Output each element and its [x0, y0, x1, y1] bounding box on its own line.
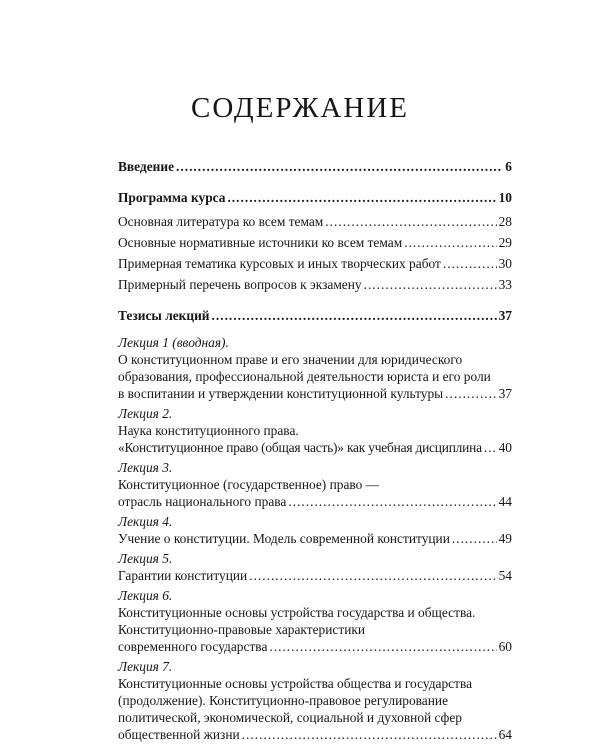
- dot-leader: [325, 213, 496, 230]
- dot-leader: [242, 726, 497, 743]
- lecture-title-line: общественной жизни: [118, 727, 240, 742]
- lecture-label: Лекция 1 (вводная).: [118, 335, 229, 350]
- toc-entry-lecture-3[interactable]: [118, 459, 512, 510]
- toc-page-number: 30: [498, 256, 512, 271]
- lecture-title-line: О конституционном праве и его значении для юридического: [118, 352, 463, 367]
- toc-entry-course-topics[interactable]: [118, 255, 512, 272]
- lecture-label: Лекция 7.: [118, 659, 173, 674]
- toc-entry-label: Программа курса: [118, 190, 226, 205]
- lecture-label: Лекция 5.: [118, 551, 173, 566]
- page-title: СОДЕРЖАНИЕ: [191, 92, 409, 124]
- table-of-contents: [118, 158, 512, 743]
- toc-entry-introduction[interactable]: [118, 158, 512, 175]
- lecture-title-line: в воспитании и утверждении конституционной культуры: [118, 386, 444, 401]
- dot-leader: [404, 234, 496, 251]
- lecture-title-line: политической, экономической, социальной и духовной сфер: [118, 710, 462, 725]
- toc-page-number: 49: [498, 531, 512, 546]
- toc-page-number: 64: [498, 727, 512, 742]
- lecture-title-line: Гарантии конституции: [118, 568, 248, 583]
- dot-leader: [484, 439, 497, 456]
- lecture-label: Лекция 3.: [118, 460, 173, 475]
- lecture-title-line: «Конституционное право (общая часть)» как учебная дисциплина: [118, 440, 482, 455]
- toc-entry-lecture-7[interactable]: [118, 658, 512, 743]
- lecture-title-line: Конституционные основы устройства общества и государства: [118, 676, 473, 691]
- lecture-title-line: современного государства: [118, 639, 268, 654]
- toc-entry-course-program[interactable]: [118, 189, 512, 206]
- toc-entry-main-literature[interactable]: [118, 213, 512, 230]
- toc-entry-lecture-4[interactable]: [118, 513, 512, 547]
- dot-leader: [249, 567, 496, 584]
- toc-page-number: 54: [498, 568, 512, 583]
- toc-entry-normative-sources[interactable]: [118, 234, 512, 251]
- lecture-label: Лекция 4.: [118, 514, 173, 529]
- lecture-label: Лекция 6.: [118, 588, 173, 603]
- dot-leader: [269, 638, 496, 655]
- toc-page-number: 28: [498, 214, 512, 229]
- lecture-title-line: Конституционно-правовые характеристики: [118, 622, 366, 637]
- toc-entry-lecture-theses[interactable]: [118, 307, 512, 324]
- dot-leader: [364, 276, 497, 293]
- dot-leader: [176, 158, 503, 175]
- toc-entry-lecture-1[interactable]: [118, 334, 512, 402]
- toc-page-number: 60: [498, 639, 512, 654]
- toc-entry-label: Основная литература ко всем темам: [118, 214, 324, 229]
- toc-page-number: 37: [498, 308, 512, 323]
- lecture-title-line: (продолжение). Конституционно-правовое регулирование: [118, 693, 449, 708]
- toc-entry-label: Введение: [118, 159, 175, 174]
- toc-page-number: 44: [498, 494, 512, 509]
- lecture-title-line: образования, профессиональной деятельности юриста и его роли: [118, 369, 491, 384]
- toc-entry-label: Примерный перечень вопросов к экзамену: [118, 277, 362, 292]
- lecture-title-line: Наука конституционного права.: [118, 423, 299, 438]
- toc-entry-lecture-2[interactable]: [118, 405, 512, 456]
- dot-leader: [452, 530, 497, 547]
- dot-leader: [288, 493, 496, 510]
- toc-entry-lecture-5[interactable]: [118, 550, 512, 584]
- lecture-title-line: отрасль национального права: [118, 494, 287, 509]
- toc-page-number: 29: [498, 235, 512, 250]
- lecture-title-line: Учение о конституции. Модель современной конституции: [118, 531, 450, 546]
- toc-page-number: 6: [505, 159, 512, 174]
- toc-entry-label: Примерная тематика курсовых и иных творческих работ: [118, 256, 441, 271]
- lecture-label: Лекция 2.: [118, 406, 173, 421]
- toc-page-number: 37: [498, 386, 512, 401]
- toc-page-number: 33: [498, 277, 512, 292]
- toc-entry-label: Основные нормативные источники ко всем темам: [118, 235, 403, 250]
- toc-entry-exam-questions[interactable]: [118, 276, 512, 293]
- dot-leader: [443, 255, 497, 272]
- toc-entry-label: Тезисы лекций: [118, 308, 210, 323]
- toc-page-number: 40: [498, 440, 512, 455]
- dot-leader: [227, 189, 496, 206]
- toc-entry-lecture-6[interactable]: [118, 587, 512, 655]
- toc-page-number: 10: [498, 190, 512, 205]
- dot-leader: [212, 307, 497, 324]
- dot-leader: [445, 385, 496, 402]
- lecture-title-line: Конституционные основы устройства государства и общества.: [118, 605, 476, 620]
- lecture-title-line: Конституционное (государственное) право —: [118, 477, 380, 492]
